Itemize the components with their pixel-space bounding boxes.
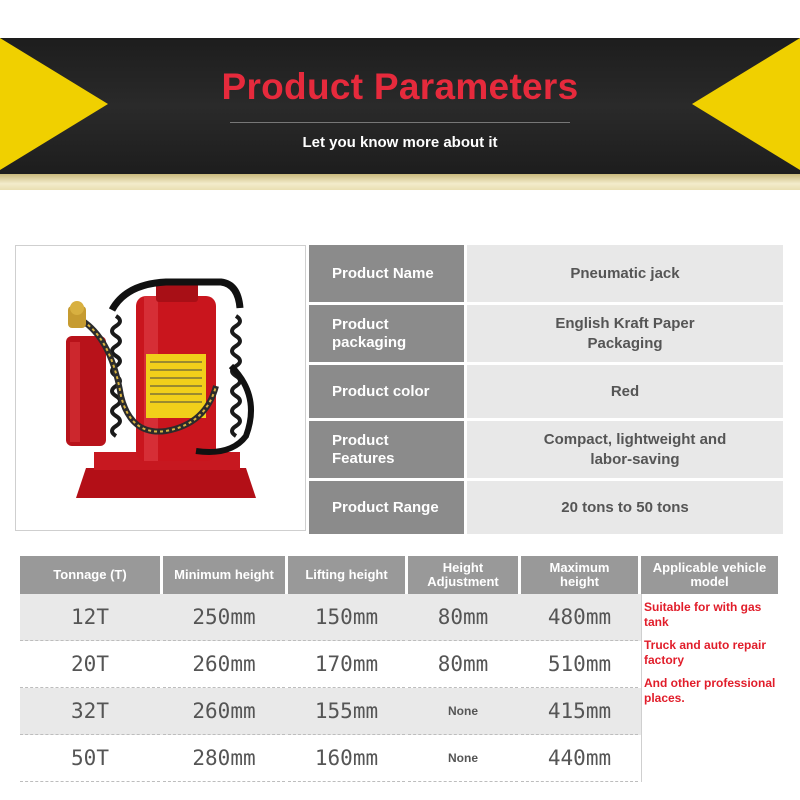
- banner-bottom-strip: [0, 174, 800, 190]
- table-row: [20, 641, 641, 688]
- table-row: [20, 688, 641, 735]
- min-height-cell: 250mm: [163, 594, 285, 641]
- param-row-packaging: [309, 305, 783, 362]
- product-photo: [15, 245, 306, 531]
- max-height-cell: 510mm: [521, 641, 638, 688]
- banner-title: Product Parameters: [221, 66, 579, 107]
- adjust-cell: 80mm: [408, 594, 518, 641]
- tonnage-cell: 32T: [20, 688, 160, 735]
- param-value: 20 tons to 50 tons: [467, 481, 783, 534]
- spec-header-row: [20, 556, 785, 594]
- tonnage-cell: 50T: [20, 735, 160, 782]
- spec-rows: [20, 594, 641, 782]
- param-row-range: [309, 481, 783, 534]
- spec-body: [20, 594, 785, 782]
- applicable-note: Truck and auto repair factory: [644, 638, 767, 667]
- product-parameters-table: [309, 245, 783, 537]
- min-height-cell: 260mm: [163, 641, 285, 688]
- tonnage-cell: 20T: [20, 641, 160, 688]
- param-row-features: [309, 421, 783, 478]
- lifting-cell: 160mm: [288, 735, 405, 782]
- param-value: English Kraft Paper Packaging: [467, 305, 783, 362]
- adjust-cell: 80mm: [408, 641, 518, 688]
- header-banner: [0, 38, 800, 190]
- lifting-cell: 155mm: [288, 688, 405, 735]
- param-value: Red: [467, 365, 783, 418]
- table-row: [20, 594, 641, 641]
- specification-table: [20, 556, 785, 782]
- applicable-note: And other professional places.: [644, 676, 776, 705]
- lifting-cell: 170mm: [288, 641, 405, 688]
- param-label: Product Range: [309, 481, 464, 534]
- header-max-height: Maximum height: [521, 556, 638, 594]
- max-height-cell: 480mm: [521, 594, 638, 641]
- applicable-note: Suitable for with gas tank: [644, 600, 762, 629]
- banner-subtitle: Let you know more about it: [302, 134, 498, 151]
- adjust-cell: None: [408, 688, 518, 735]
- param-row-name: [309, 245, 783, 302]
- tonnage-cell: 12T: [20, 594, 160, 641]
- param-value: Pneumatic jack: [467, 245, 783, 302]
- param-row-color: [309, 365, 783, 418]
- applicable-vehicle-notes: [641, 594, 778, 782]
- lifting-cell: 150mm: [288, 594, 405, 641]
- param-label: Product Name: [309, 245, 464, 302]
- header-lifting-height: Lifting height: [288, 556, 405, 594]
- header-applicable-model: Applicable vehicle model: [641, 556, 778, 594]
- param-label: Product Features: [309, 421, 464, 478]
- max-height-cell: 415mm: [521, 688, 638, 735]
- max-height-cell: 440mm: [521, 735, 638, 782]
- header-min-height: Minimum height: [163, 556, 285, 594]
- hydraulic-bottle-jack-image: [16, 246, 307, 532]
- adjust-cell: None: [408, 735, 518, 782]
- min-height-cell: 260mm: [163, 688, 285, 735]
- param-label: Product color: [309, 365, 464, 418]
- banner-divider: [230, 122, 570, 123]
- table-row: [20, 735, 641, 782]
- header-tonnage: Tonnage (T): [20, 556, 160, 594]
- min-height-cell: 280mm: [163, 735, 285, 782]
- param-value: Compact, lightweight and labor-saving: [467, 421, 783, 478]
- header-height-adjustment: Height Adjustment: [408, 556, 518, 594]
- param-label: Product packaging: [309, 305, 464, 362]
